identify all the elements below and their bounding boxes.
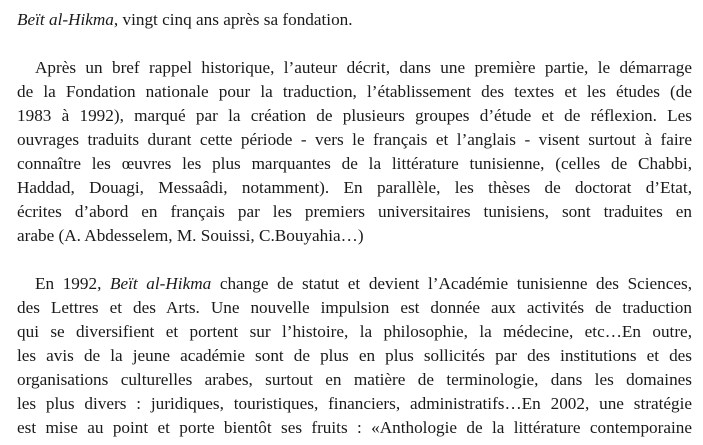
text-line [17, 416, 692, 440]
text-run: Haddad, Douagi, Messaâdi, notamment). En parallèle, les thèses de doctorat d’Etat, [17, 178, 692, 197]
text-line [17, 128, 692, 152]
text-line [35, 272, 692, 296]
text-run: est mise au point et porte bientôt ses fruits : «Anthologie de la littérature contemporaine [17, 418, 692, 437]
text-italic: Beït al-Hikma [110, 274, 212, 293]
text-run: connaître les œuvres les plus marquantes de la littérature tunisienne, (celles de Chabbi, [17, 154, 692, 173]
text-run: les avis de la jeune académie sont de plus en plus sollicités par des institutions et des [17, 346, 692, 365]
text-line [17, 80, 692, 104]
text-run: ouvrages traduits durant cette période - vers le français et l’anglais - visent surtout à faire [17, 130, 692, 149]
text-run: arabe (A. Abdesselem, M. Souissi, C.Bouyahia…) [17, 226, 364, 245]
text-line [17, 320, 692, 344]
text-line [17, 104, 692, 128]
text-run: En 1992, [35, 274, 110, 293]
text-run: 1983 à 1992), marqué par la création de plusieurs groupes d’étude et de réflexion. Les [17, 106, 692, 125]
text-line [17, 152, 692, 176]
text-run: écrites d’abord en français par les premiers universitaires tunisiens, sont traduites en [17, 202, 692, 221]
text-line [35, 56, 692, 80]
text-line [17, 8, 692, 32]
text-run: , vingt cinq ans après sa fondation. [113, 10, 353, 29]
text-line [17, 296, 692, 320]
text-line [17, 392, 692, 416]
text-run: qui se diversifient et portent sur l’histoire, la philosophie, la médecine, etc…En outre, [17, 322, 692, 341]
text-line [17, 200, 692, 224]
text-line [17, 344, 692, 368]
text-run: les plus divers : juridiques, touristiques, financiers, administratifs…En 2002, une stratégie [17, 394, 692, 413]
text-line [17, 176, 692, 200]
text-line [17, 368, 692, 392]
text-run: de la Fondation nationale pour la traduction, l’établissement des textes et les études (de [17, 82, 692, 101]
text-run: des Lettres et des Arts. Une nouvelle impulsion est donnée aux activités de traduction [17, 298, 692, 317]
text-run: organisations culturelles arabes, surtout en matière de terminologie, dans les domaines [17, 370, 692, 389]
text-italic: Beït al-Hikma [17, 10, 114, 29]
text-run: change de statut et devient l’Académie tunisienne des Sciences, [211, 274, 693, 293]
text-line [17, 224, 692, 248]
text-run: Après un bref rappel historique, l’auteur décrit, dans une première partie, le démarrage [35, 58, 692, 77]
